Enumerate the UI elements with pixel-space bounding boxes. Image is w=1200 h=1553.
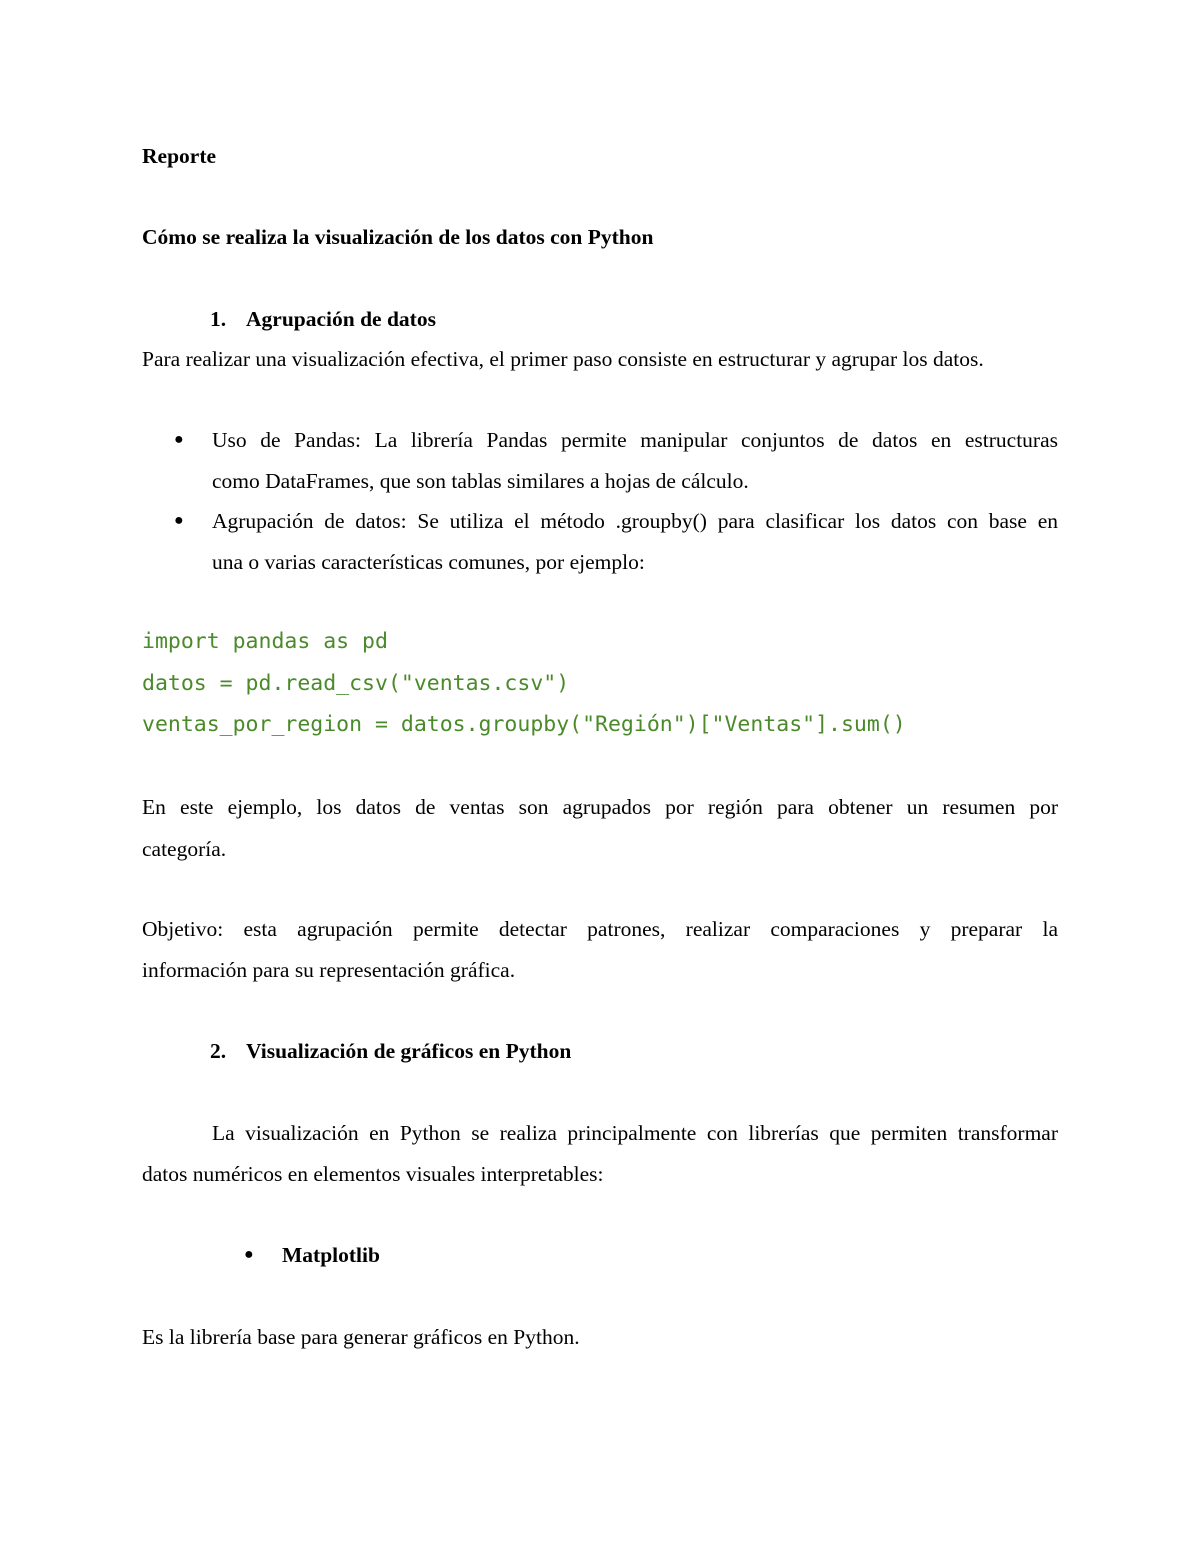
matplotlib-heading: Matplotlib xyxy=(282,1243,380,1267)
bullet1-line2: como DataFrames, que son tablas similares a hojas de cálculo. xyxy=(212,469,749,493)
section2-intro-line1: La visualización en Python se realiza principalmente con librerías que permiten transformar xyxy=(212,1121,1058,1145)
example-line1: En este ejemplo, los datos de ventas son agrupados por región para obtener un resumen por xyxy=(142,795,1058,819)
bullet2-line2: una o varias características comunes, por ejemplo: xyxy=(212,550,645,574)
section1-intro: Para realizar una visualización efectiva, el primer paso consiste en estructurar y agrupar los datos. xyxy=(142,347,984,371)
code-line: datos = pd.read_csv("ventas.csv") xyxy=(142,671,570,696)
matplotlib-description: Es la librería base para generar gráficos en Python. xyxy=(142,1325,580,1349)
section2-number: 2. xyxy=(210,1039,227,1063)
bullet-icon: ● xyxy=(174,512,184,529)
section1-heading: Agrupación de datos xyxy=(246,307,436,331)
objective-line1: Objetivo: esta agrupación permite detectar patrones, realizar comparaciones y preparar la xyxy=(142,917,1058,941)
bullet1-line1: Uso de Pandas: La librería Pandas permite manipular conjuntos de datos en estructuras xyxy=(212,428,1058,452)
bullet-icon: ● xyxy=(244,1246,254,1263)
document-subtitle: Cómo se realiza la visualización de los datos con Python xyxy=(142,225,654,249)
bullet2-line1: Agrupación de datos: Se utiliza el método .groupby() para clasificar los datos con base en xyxy=(212,509,1058,533)
bullet-icon: ● xyxy=(174,431,184,448)
document-title: Reporte xyxy=(142,144,217,168)
objective-line2: información para su representación gráfica. xyxy=(142,958,516,982)
section2-heading: Visualización de gráficos en Python xyxy=(246,1039,572,1063)
example-line2: categoría. xyxy=(142,837,227,861)
section1-number: 1. xyxy=(210,307,227,331)
code-line: import pandas as pd xyxy=(142,629,388,654)
code-line: ventas_por_region = datos.groupby("Región")["Ventas"].sum() xyxy=(142,712,906,737)
section2-intro-line2: datos numéricos en elementos visuales interpretables: xyxy=(142,1162,604,1186)
